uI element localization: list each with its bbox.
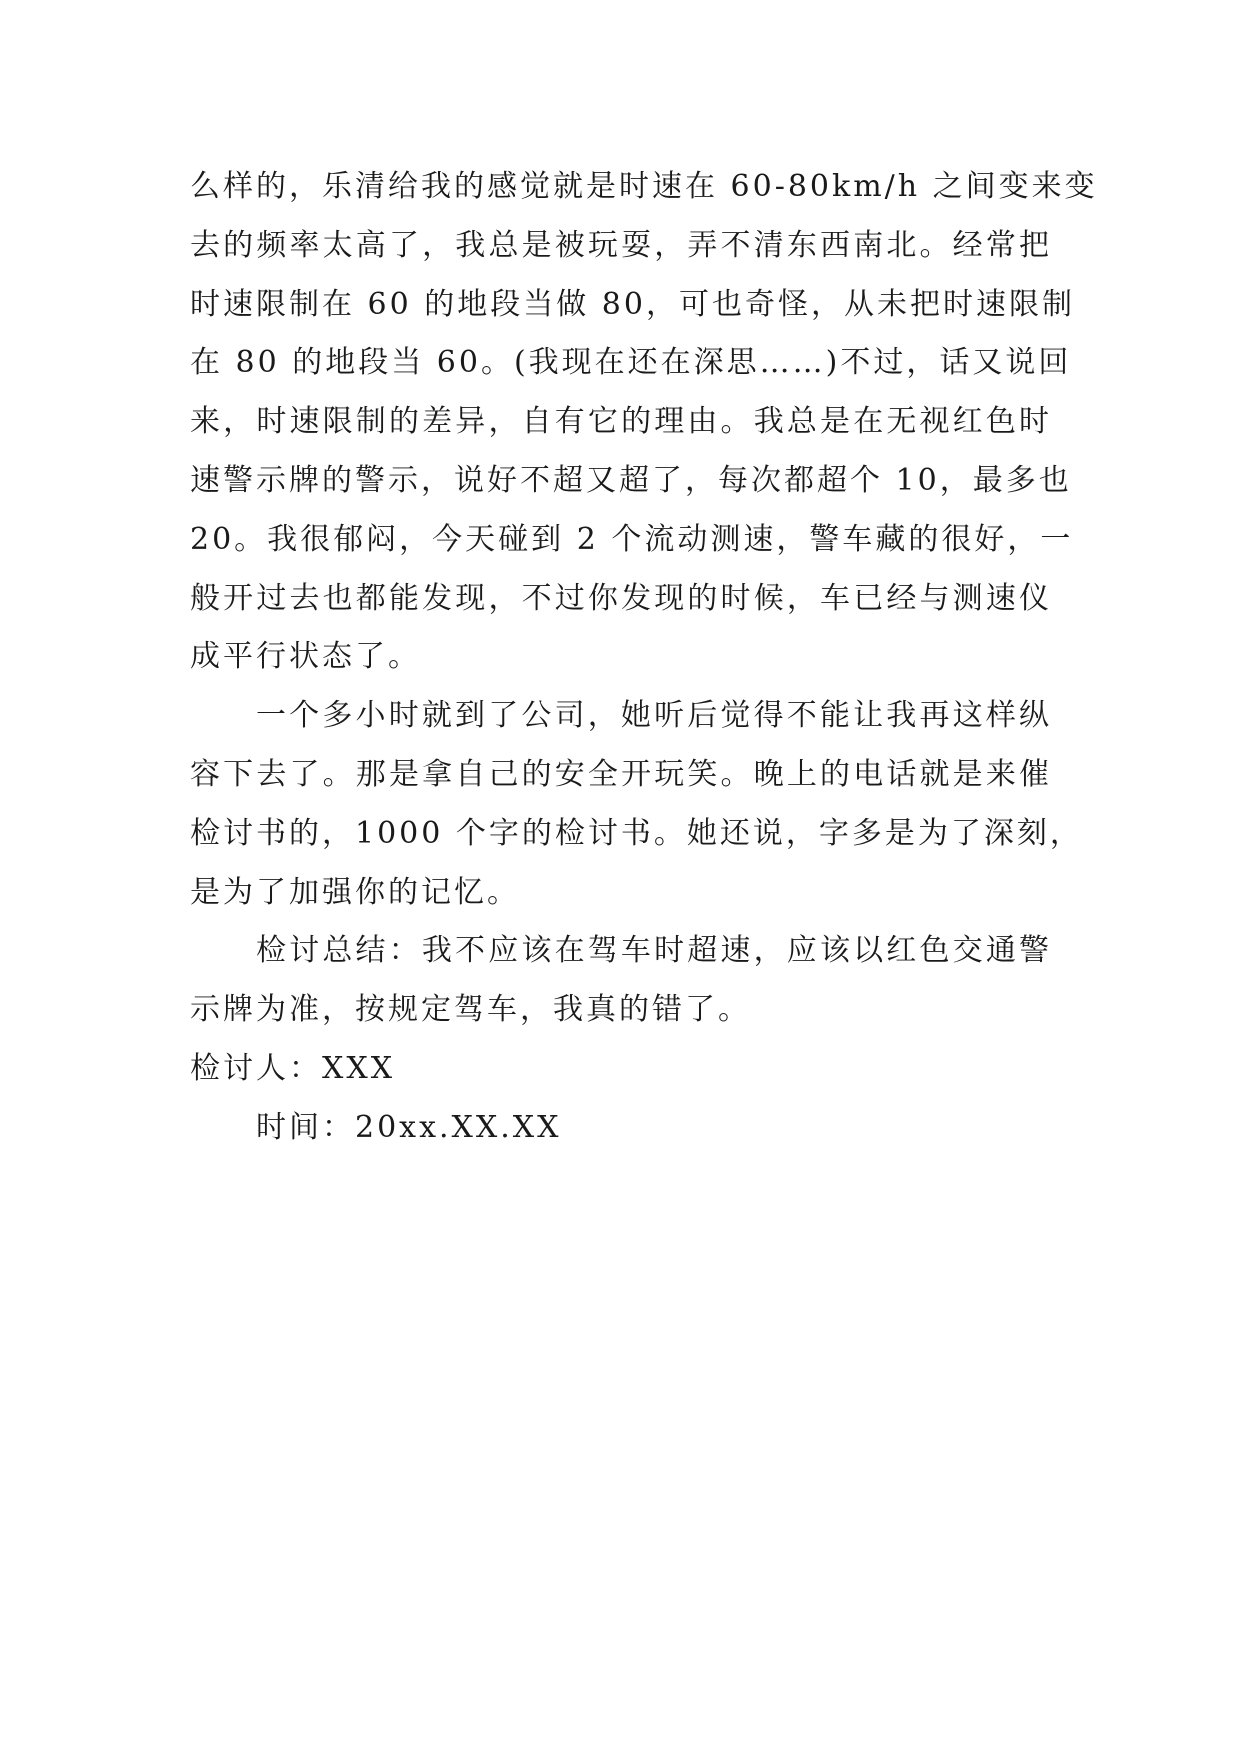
paragraph-2 bbox=[190, 687, 1083, 922]
paragraph-line: 在 80 的地段当 60。(我现在还在深思……)不过，话又说回 bbox=[190, 345, 1072, 381]
paragraph-line: 成平行状态了。 bbox=[190, 639, 421, 675]
paragraph-3 bbox=[190, 922, 1052, 1040]
paragraph-line: 般开过去也都能发现，不过你发现的时候，车已经与测速仪 bbox=[190, 580, 1052, 616]
paragraph-line: 是为了加强你的记忆。 bbox=[190, 874, 520, 910]
document-body bbox=[190, 158, 1098, 1158]
date-line: 时间：20xx.XX.XX bbox=[256, 1109, 562, 1145]
paragraph-line: 20。我很郁闷，今天碰到 2 个流动测速，警车藏的很好，一 bbox=[190, 521, 1074, 557]
paragraph-line: 去的频率太高了，我总是被玩耍，弄不清东西南北。经常把 bbox=[190, 227, 1052, 263]
paragraph-line: 来，时速限制的差异，自有它的理由。我总是在无视红色时 bbox=[190, 404, 1052, 440]
paragraph-line: 检讨书的，1000 个字的检讨书。她还说，字多是为了深刻， bbox=[190, 815, 1083, 851]
paragraph-line: 容下去了。那是拿自己的安全开玩笑。晚上的电话就是来催 bbox=[190, 756, 1052, 792]
signature-line: 检讨人：XXX bbox=[190, 1050, 396, 1086]
paragraph-line: 速警示牌的警示，说好不超又超了，每次都超个 10，最多也 bbox=[190, 462, 1072, 498]
paragraph-line: 检讨总结：我不应该在驾车时超速，应该以红色交通警 bbox=[256, 933, 1052, 969]
paragraph-line: 时速限制在 60 的地段当做 80，可也奇怪，从未把时速限制 bbox=[190, 286, 1075, 322]
paragraph-line: 示牌为准，按规定驾车，我真的错了。 bbox=[190, 992, 751, 1028]
paragraph-line: 一个多小时就到了公司，她听后觉得不能让我再这样纵 bbox=[256, 698, 1052, 734]
paragraph-line: 么样的，乐清给我的感觉就是时速在 60-80km/h 之间变来变 bbox=[190, 169, 1098, 204]
paragraph-1 bbox=[190, 158, 1098, 687]
